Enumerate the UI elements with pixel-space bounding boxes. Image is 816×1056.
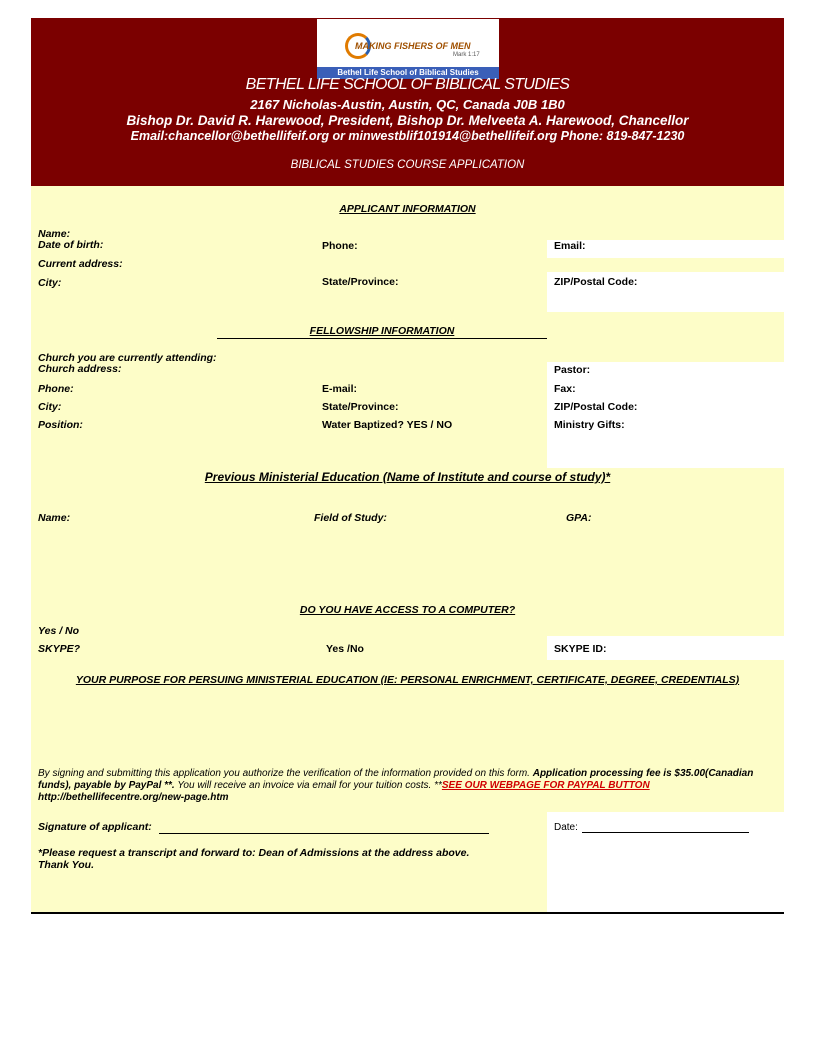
state-label: State/Province:	[322, 276, 399, 288]
date-area[interactable]	[547, 812, 784, 912]
date-line[interactable]	[582, 832, 749, 833]
institute-name-label: Name:	[38, 512, 71, 524]
education-section-title: Previous Ministerial Education (Name of Institute and course of study)*	[204, 470, 611, 484]
fellowship-section-title: FELLOWSHIP INFORMATION	[309, 325, 455, 337]
webpage-url[interactable]: http://bethellifecentre.org/new-page.htm	[38, 792, 229, 803]
paypal-link[interactable]: SEE OUR WEBPAGE FOR PAYPAL BUTTON	[441, 780, 650, 791]
baptized-label: Water Baptized? YES / NO	[322, 419, 453, 431]
church-city-label: City:	[38, 401, 62, 413]
signature-label: Signature of applicant:	[38, 821, 152, 833]
city-label: City:	[38, 277, 62, 289]
logo-text: MAKING FISHERS OF MEN	[355, 41, 471, 51]
school-logo	[316, 18, 500, 80]
skype-yes-no[interactable]: Yes /No	[326, 643, 364, 655]
computer-yes-no[interactable]: Yes / No	[38, 625, 80, 637]
church-phone-label: Phone:	[38, 383, 74, 395]
computer-section-title: DO YOU HAVE ACCESS TO A COMPUTER?	[299, 604, 516, 616]
church-zip-label: ZIP/Postal Code:	[554, 401, 638, 413]
form-title: BIBLICAL STUDIES COURSE APPLICATION	[290, 159, 525, 171]
logo-banner: Bethel Life School of Biblical Studies	[317, 67, 499, 79]
church-label: Church you are currently attending:	[38, 352, 217, 364]
pastor-label: Pastor:	[554, 364, 591, 376]
fax-label: Fax:	[554, 383, 576, 395]
dob-label: Date of birth:	[38, 239, 104, 251]
form-body	[31, 186, 784, 914]
phone-label: Phone:	[322, 240, 358, 252]
zip-label: ZIP/Postal Code:	[554, 276, 638, 288]
church-email-label: E-mail:	[322, 383, 358, 395]
school-address: 2167 Nicholas-Austin, Austin, QC, Canada J0B 1B0	[250, 97, 565, 112]
skype-id-label: SKYPE ID:	[554, 643, 607, 655]
fellowship-rule	[217, 338, 547, 339]
transcript-note: *Please request a transcript and forward to: Dean of Admissions at the address above.	[38, 847, 470, 859]
position-label: Position:	[38, 419, 83, 431]
signature-line[interactable]	[159, 833, 489, 834]
current-address-label: Current address:	[38, 258, 123, 270]
agreement-fee: Application processing fee is $35.00(Canadian funds), payable by PayPal **.	[38, 768, 754, 791]
ministry-gifts-label: Ministry Gifts:	[554, 419, 625, 431]
fellowship-right-column[interactable]	[547, 362, 784, 468]
applicant-name-label: Name:	[38, 228, 71, 240]
agreement-part3: You will receive an invoice via email for your tuition costs. **	[174, 780, 442, 791]
agreement-part1: By signing and submitting this application you authorize the verification of the information provided on this form.	[38, 768, 533, 779]
agreement-text	[38, 768, 778, 804]
church-state-label: State/Province:	[322, 401, 399, 413]
thank-you-text: Thank You.	[38, 859, 95, 871]
logo-verse: Mark 1:17	[453, 52, 480, 58]
application-form	[31, 18, 784, 186]
school-contact: Email:chancellor@bethellifeif.org or minwestblif101914@bethellifeif.org Phone: 819-847-1230	[130, 129, 685, 143]
field-of-study-label: Field of Study:	[314, 512, 387, 524]
gpa-label: GPA:	[566, 512, 592, 524]
email-label: Email:	[554, 240, 586, 252]
purpose-section-title: YOUR PURPOSE FOR PERSUING MINISTERIAL EDUCATION (IE: PERSONAL ENRICHMENT, CERTIFICATE, DEGREE, CREDENTIALS)	[75, 674, 740, 686]
school-name: BETHEL LIFE SCHOOL OF BIBLICAL STUDIES	[245, 76, 570, 93]
school-officers: Bishop Dr. David R. Harewood, President, Bishop Dr. Melveeta A. Harewood, Chancellor	[126, 113, 689, 128]
church-address-label: Church address:	[38, 363, 122, 375]
date-label: Date:	[554, 822, 578, 833]
applicant-section-title: APPLICANT INFORMATION	[339, 203, 476, 215]
form-header	[31, 18, 784, 186]
skype-label: SKYPE?	[38, 643, 81, 655]
